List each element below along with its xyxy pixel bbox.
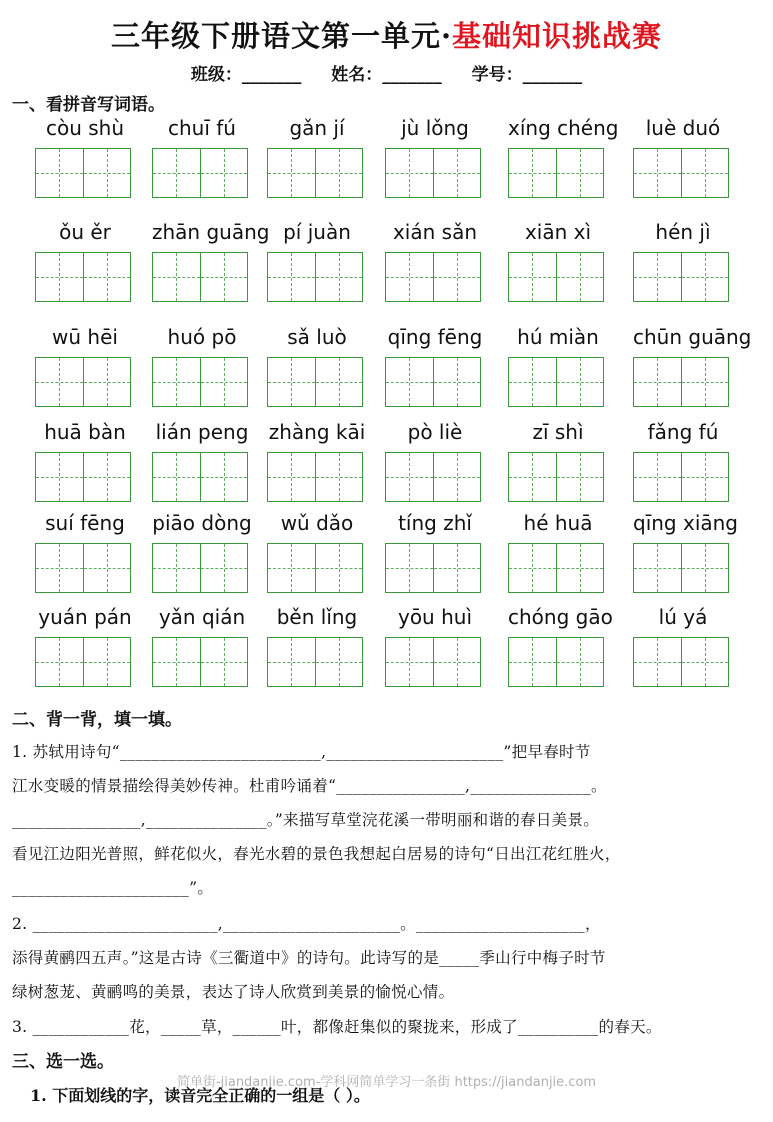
- pinyin-item: [35, 218, 135, 246]
- pinyin-item: [267, 418, 367, 446]
- pinyin-item: [508, 418, 608, 446]
- pinyin-item: [35, 323, 135, 351]
- character-box[interactable]: [681, 149, 729, 197]
- character-box[interactable]: [200, 149, 248, 197]
- character-box[interactable]: [268, 358, 315, 406]
- fill-line: 添得黄鹂四五声。”这是古诗《三衢道中》的诗句。此诗写的是_____季山行中梅子时节: [12, 949, 606, 967]
- pinyin-item: [385, 603, 485, 631]
- character-box[interactable]: [634, 544, 681, 592]
- writing-grid[interactable]: [508, 252, 604, 302]
- writing-grid[interactable]: [633, 252, 729, 302]
- fill-line: 看见江边阳光普照，鲜花似火，春光水碧的景色我想起白居易的诗句“日出江花红胜火，: [12, 845, 621, 863]
- pinyin-item: [35, 114, 135, 142]
- pinyin-label: pí juàn: [283, 220, 351, 244]
- character-box[interactable]: [36, 638, 83, 686]
- character-box[interactable]: [268, 638, 315, 686]
- pinyin-item: [35, 603, 135, 631]
- student-info: [0, 60, 773, 85]
- writing-grid[interactable]: [267, 252, 363, 302]
- pinyin-item: [508, 114, 619, 142]
- pinyin-item: [152, 114, 252, 142]
- pinyin-label: hén jì: [655, 220, 711, 244]
- writing-grid[interactable]: [267, 357, 363, 407]
- pinyin-item: [152, 603, 252, 631]
- character-box[interactable]: [153, 544, 200, 592]
- pinyin-label: jù lǒng: [401, 116, 469, 140]
- character-box[interactable]: [509, 149, 556, 197]
- character-box[interactable]: [386, 149, 433, 197]
- class-field: 班级：_______: [190, 65, 302, 85]
- writing-grid[interactable]: [633, 148, 729, 198]
- character-box[interactable]: [509, 638, 556, 686]
- character-box[interactable]: [315, 149, 363, 197]
- pinyin-label: gǎn jí: [289, 116, 345, 140]
- pinyin-item: [267, 323, 367, 351]
- character-box[interactable]: [315, 253, 363, 301]
- character-box[interactable]: [509, 358, 556, 406]
- character-box[interactable]: [681, 253, 729, 301]
- writing-grid[interactable]: [633, 452, 729, 502]
- pinyin-label: huó pō: [167, 325, 237, 349]
- pinyin-label: wǔ dǎo: [280, 511, 354, 535]
- fill-line: 3. ____________花，_____草，______叶，都像赶集似的聚拢来，形成了__________的春天。: [12, 1018, 662, 1036]
- name-field: 姓名：_______: [331, 65, 442, 85]
- writing-grid[interactable]: [152, 543, 248, 593]
- writing-grid[interactable]: [267, 452, 363, 502]
- character-box[interactable]: [509, 453, 556, 501]
- pinyin-item: [152, 509, 252, 537]
- writing-grid[interactable]: [35, 252, 131, 302]
- pinyin-label: chūn guāng: [633, 325, 752, 349]
- pinyin-label: zī shì: [532, 420, 584, 444]
- character-box[interactable]: [386, 638, 433, 686]
- pinyin-item: [508, 603, 613, 631]
- page-title-red: 基础知识挑战赛: [452, 19, 663, 53]
- writing-grid[interactable]: [152, 637, 248, 687]
- character-box[interactable]: [36, 253, 83, 301]
- fill-line: ________________,_______________。”来描写草堂浣花溪一带明丽和谐的春日美景。: [12, 811, 600, 829]
- pinyin-label: zhàng kāi: [268, 420, 366, 444]
- writing-grid[interactable]: [508, 637, 604, 687]
- character-box[interactable]: [83, 149, 131, 197]
- question-1: 1. 下面划线的字，读音完全正确的一组是（ ）。: [30, 1086, 370, 1105]
- writing-grid[interactable]: [385, 452, 481, 502]
- writing-grid[interactable]: [35, 357, 131, 407]
- character-box[interactable]: [153, 149, 200, 197]
- writing-grid[interactable]: [508, 543, 604, 593]
- pinyin-label: hú miàn: [517, 325, 599, 349]
- writing-grid[interactable]: [633, 357, 729, 407]
- pinyin-item: [633, 323, 752, 351]
- pinyin-item: [385, 418, 485, 446]
- character-box[interactable]: [681, 358, 729, 406]
- page-title: 三年级下册语文第一单元·基础知识挑战赛: [110, 19, 663, 53]
- character-box[interactable]: [509, 544, 556, 592]
- character-box[interactable]: [386, 544, 433, 592]
- pinyin-item: [152, 218, 270, 246]
- pinyin-label: zhān guāng: [152, 220, 270, 244]
- pinyin-label: ǒu ěr: [59, 220, 111, 244]
- character-box[interactable]: [556, 358, 604, 406]
- pinyin-label: lián peng: [155, 420, 249, 444]
- fill-line: 1. 苏轼用诗句“_________________________,______________________”把早春时节: [12, 743, 591, 761]
- character-box[interactable]: [634, 253, 681, 301]
- character-box[interactable]: [200, 544, 248, 592]
- character-box[interactable]: [83, 638, 131, 686]
- pinyin-item: [385, 218, 485, 246]
- character-box[interactable]: [36, 149, 83, 197]
- character-box[interactable]: [386, 358, 433, 406]
- character-box[interactable]: [315, 453, 363, 501]
- character-box[interactable]: [433, 358, 481, 406]
- pinyin-item: [508, 323, 608, 351]
- pinyin-label: tíng zhǐ: [398, 511, 472, 535]
- character-box[interactable]: [153, 638, 200, 686]
- pinyin-label: wū hēi: [52, 325, 118, 349]
- character-box[interactable]: [556, 253, 604, 301]
- pinyin-item: [508, 218, 608, 246]
- pinyin-item: [35, 418, 135, 446]
- fill-line: 2. _______________________,______________________。_____________________，: [12, 915, 601, 933]
- pinyin-item: [633, 218, 733, 246]
- character-box[interactable]: [153, 358, 200, 406]
- pinyin-label: sǎ luò: [287, 325, 347, 349]
- pinyin-item: [267, 509, 367, 537]
- pinyin-label: huā bàn: [44, 420, 126, 444]
- pinyin-item: [152, 418, 252, 446]
- character-box[interactable]: [315, 358, 363, 406]
- pinyin-label: xián sǎn: [392, 220, 478, 244]
- character-box[interactable]: [200, 638, 248, 686]
- pinyin-label: qīng fēng: [387, 325, 483, 349]
- writing-grid[interactable]: [633, 543, 729, 593]
- section-1-heading: 一、看拼音写词语。: [12, 95, 165, 115]
- character-box[interactable]: [36, 358, 83, 406]
- pinyin-item: [508, 509, 608, 537]
- character-box[interactable]: [634, 638, 681, 686]
- character-box[interactable]: [509, 253, 556, 301]
- pinyin-label: chuī fú: [168, 116, 236, 140]
- character-box[interactable]: [268, 149, 315, 197]
- character-box[interactable]: [200, 453, 248, 501]
- watermark: 简单街-jiandanjie.com-学科网简单学习一条街 https://jiandanjie.com: [176, 1075, 597, 1090]
- pinyin-label: chóng gāo: [508, 605, 613, 629]
- writing-grid[interactable]: [267, 637, 363, 687]
- pinyin-label: xíng chéng: [508, 116, 619, 140]
- pinyin-item: [152, 323, 252, 351]
- character-box[interactable]: [153, 253, 200, 301]
- pinyin-item: [633, 114, 733, 142]
- character-box[interactable]: [433, 149, 481, 197]
- pinyin-item: [633, 509, 738, 537]
- number-field: 学号：_______: [471, 65, 583, 85]
- character-box[interactable]: [681, 453, 729, 501]
- pinyin-item: [385, 323, 485, 351]
- character-box[interactable]: [153, 453, 200, 501]
- character-box[interactable]: [386, 453, 433, 501]
- writing-grid[interactable]: [35, 637, 131, 687]
- pinyin-label: lú yá: [658, 605, 708, 629]
- writing-grid[interactable]: [508, 452, 604, 502]
- character-box[interactable]: [315, 544, 363, 592]
- pinyin-item: [633, 603, 733, 631]
- writing-grid[interactable]: [267, 148, 363, 198]
- character-box[interactable]: [634, 358, 681, 406]
- writing-grid[interactable]: [633, 637, 729, 687]
- pinyin-label: fǎng fú: [647, 420, 719, 444]
- pinyin-item: [267, 218, 367, 246]
- pinyin-label: còu shù: [45, 116, 125, 140]
- pinyin-item: [35, 509, 135, 537]
- character-box[interactable]: [556, 544, 604, 592]
- character-box[interactable]: [634, 453, 681, 501]
- pinyin-label: qīng xiāng: [633, 511, 738, 535]
- writing-grid[interactable]: [35, 452, 131, 502]
- pinyin-item: [267, 603, 367, 631]
- pinyin-item: [385, 114, 485, 142]
- writing-grid[interactable]: [508, 357, 604, 407]
- pinyin-label: hé huā: [523, 511, 593, 535]
- character-box[interactable]: [268, 453, 315, 501]
- section-2-heading: 二、背一背，填一填。: [12, 710, 182, 730]
- character-box[interactable]: [36, 453, 83, 501]
- fill-line: 绿树葱茏、黄鹂鸣的美景，表达了诗人欣赏到美景的愉悦心情。: [12, 983, 455, 1001]
- character-box[interactable]: [556, 638, 604, 686]
- writing-grid[interactable]: [152, 452, 248, 502]
- writing-grid[interactable]: [152, 148, 248, 198]
- character-box[interactable]: [268, 253, 315, 301]
- character-box[interactable]: [433, 253, 481, 301]
- pinyin-label: suí fēng: [45, 511, 125, 535]
- pinyin-label: xiān xì: [524, 220, 592, 244]
- writing-grid[interactable]: [35, 543, 131, 593]
- character-box[interactable]: [556, 453, 604, 501]
- writing-grid[interactable]: [385, 543, 481, 593]
- character-box[interactable]: [433, 453, 481, 501]
- writing-grid[interactable]: [385, 148, 481, 198]
- character-box[interactable]: [200, 253, 248, 301]
- pinyin-label: pò liè: [407, 420, 463, 444]
- writing-grid[interactable]: [385, 252, 481, 302]
- fill-line: 江水变暖的情景描绘得美妙传神。杜甫吟诵着“________________,_______________。: [12, 777, 607, 795]
- writing-grid[interactable]: [385, 637, 481, 687]
- pinyin-label: luè duó: [645, 116, 721, 140]
- pinyin-label: yōu huì: [397, 605, 472, 629]
- section-3-heading: 三、选一选。: [12, 1052, 114, 1072]
- writing-grid[interactable]: [267, 543, 363, 593]
- pinyin-item: [267, 114, 367, 142]
- character-box[interactable]: [386, 253, 433, 301]
- pinyin-label: yǎn qián: [158, 605, 246, 629]
- character-box[interactable]: [268, 544, 315, 592]
- writing-grid[interactable]: [152, 357, 248, 407]
- character-box[interactable]: [315, 638, 363, 686]
- character-box[interactable]: [681, 544, 729, 592]
- character-box[interactable]: [83, 453, 131, 501]
- pinyin-label: yuán pán: [38, 605, 132, 629]
- pinyin-item: [633, 418, 733, 446]
- pinyin-label: běn lǐng: [276, 605, 358, 629]
- writing-grid[interactable]: [508, 148, 604, 198]
- character-box[interactable]: [83, 358, 131, 406]
- fill-line: ______________________”。: [12, 879, 214, 897]
- character-box[interactable]: [36, 544, 83, 592]
- pinyin-item: [385, 509, 485, 537]
- character-box[interactable]: [433, 544, 481, 592]
- writing-grid[interactable]: [35, 148, 131, 198]
- character-box[interactable]: [83, 544, 131, 592]
- character-box[interactable]: [83, 253, 131, 301]
- writing-grid[interactable]: [385, 357, 481, 407]
- character-box[interactable]: [681, 638, 729, 686]
- pinyin-label: piāo dòng: [152, 511, 252, 535]
- character-box[interactable]: [200, 358, 248, 406]
- character-box[interactable]: [634, 149, 681, 197]
- character-box[interactable]: [433, 638, 481, 686]
- character-box[interactable]: [556, 149, 604, 197]
- writing-grid[interactable]: [152, 252, 248, 302]
